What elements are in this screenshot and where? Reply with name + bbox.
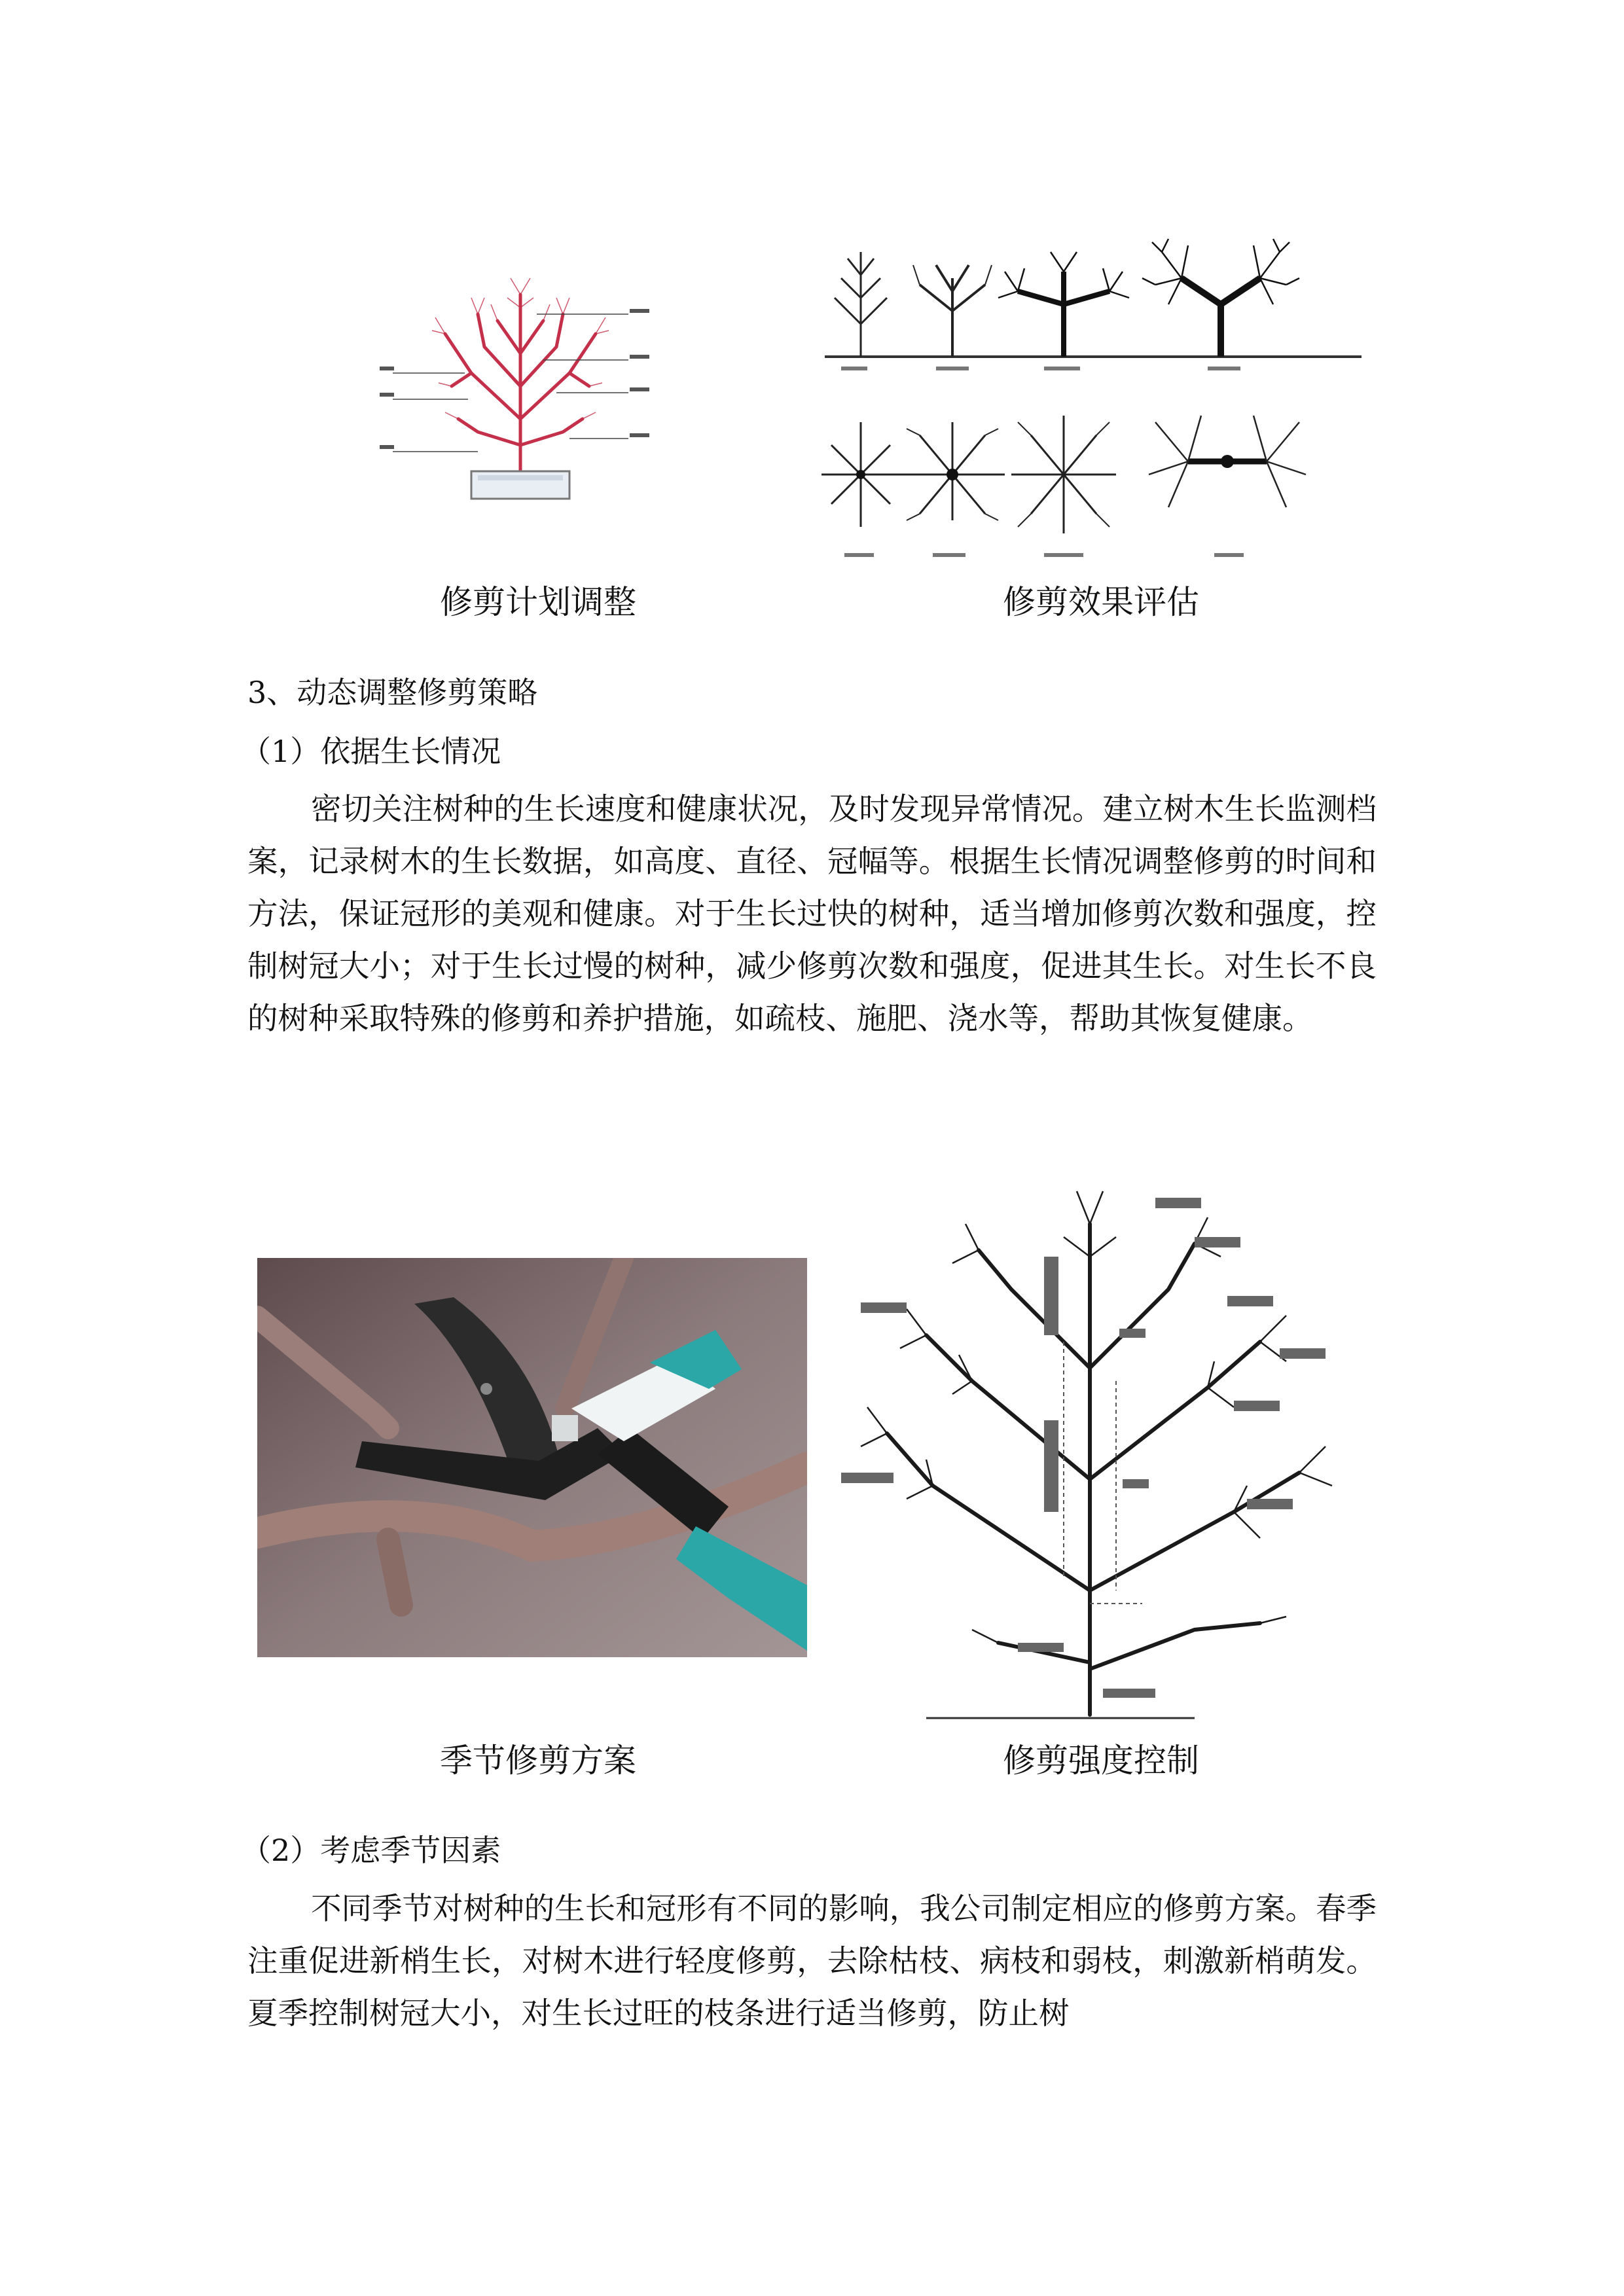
tree-pruning-labels-diagram	[828, 1172, 1365, 1728]
tree-structure-icon	[380, 255, 655, 530]
figure-caption: 修剪计划调整	[440, 583, 636, 621]
pruning-shears-icon	[257, 1258, 807, 1657]
figure-caption: 修剪效果评估	[1003, 583, 1199, 621]
section-title: 3、动态调整修剪策略	[247, 675, 538, 710]
figure-caption: 季节修剪方案	[440, 1742, 636, 1780]
crown-shapes-diagram	[821, 226, 1365, 573]
tree-structure-diagram	[380, 255, 655, 530]
tree-pruning-labels-icon	[828, 1172, 1365, 1728]
subsection-title: （1）依据生长情况	[241, 734, 501, 769]
body-paragraph: 密切关注树种的生长速度和健康状况，及时发现异常情况。建立树木生长监测档案，记录树木的生长数据，如高度、直径、冠幅等。根据生长情况调整修剪的时间和方法，保证冠形的美观和健康。对于生长过快的树种，适当增加修剪次数和强度，控制树冠大小；对于生长过慢的树种，减少修剪次数和强度，促进其生长。对生长不良的树种采取特殊的修剪和养护措施，如疏枝、施肥、浇水等，帮助其恢复健康。	[247, 791, 1377, 1036]
subsection-title: （2）考虑季节因素	[241, 1833, 501, 1868]
crown-shapes-icon	[821, 226, 1365, 573]
figure-caption: 修剪强度控制	[1003, 1742, 1199, 1780]
body-paragraph: 不同季节对树种的生长和冠形有不同的影响，我公司制定相应的修剪方案。春季注重促进新梢生长，对树木进行轻度修剪，去除枯枝、病枝和弱枝，刺激新梢萌发。夏季控制树冠大小，对生长过旺的枝条进行适当修剪，防止树	[247, 1891, 1377, 2031]
pruning-shears-photo	[257, 1258, 807, 1657]
